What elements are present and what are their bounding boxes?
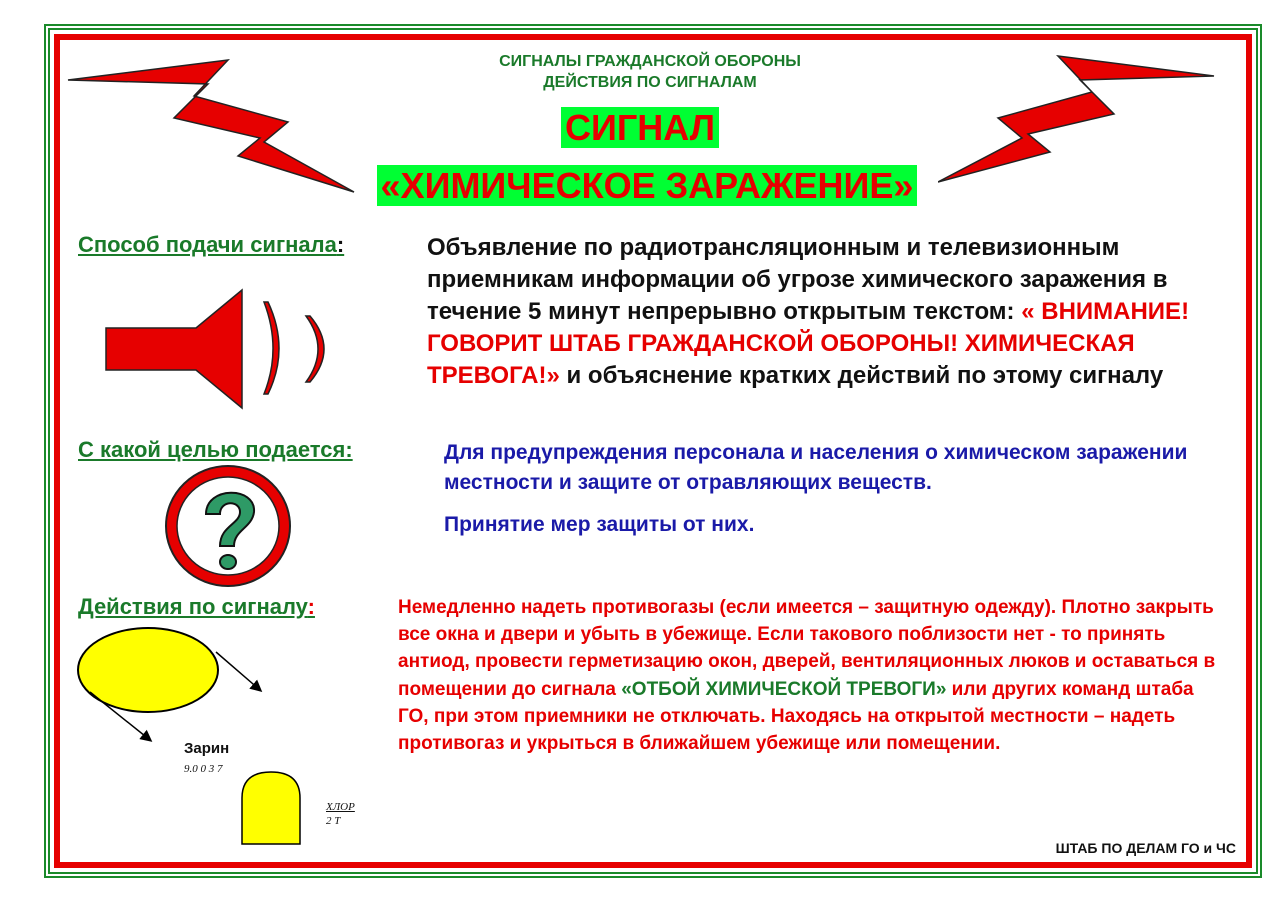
signal-name-row — [0, 164, 1280, 208]
header-line-1: СИГНАЛЫ ГРАЖДАНСКОЙ ОБОРОНЫ — [499, 53, 801, 70]
actions-text: Немедленно надеть противогазы (если имеется – защитную одежду). Плотно закрыть все окна и двери и убыть в убежище. Если такового поблизости нет - то принять антиод, провести герметизацию окон, дверей, вентиляционных люков и оставаться в помещении до сигнала «ОТБОЙ ХИМИЧЕСКОЙ ТРЕВОГИ» или других команд штаба ГО, при этом приемники не отключать. Находясь на открытой местности – надеть противогаз и укрыться в ближайшем убежище или помещении. — [398, 597, 1216, 755]
loudspeaker-icon — [104, 288, 334, 410]
signal-name: «ХИМИЧЕСКОЕ ЗАРАЖЕНИЕ» — [377, 165, 918, 206]
actions-label: Действия по сигналу: — [78, 594, 315, 619]
purpose-measures: Принятие мер защиты от них. — [444, 513, 755, 536]
footer-org: ШТАБ ПО ДЕЛАМ ГО и ЧС — [1055, 840, 1236, 856]
purpose-label: С какой целью подается: — [78, 437, 353, 462]
signal-word-row — [0, 106, 1280, 150]
method-label: Способ подачи сигнала: — [78, 232, 345, 257]
question-mark-icon — [162, 462, 296, 592]
purpose-text: Для предупреждения персонала и населения о химическом заражении местности и защите от отравляющих веществ. — [444, 441, 1188, 494]
method-quote: « ВНИМАНИЕ! ГОВОРИТ ШТАБ ГРАЖДАНСКОЙ ОБОРОНЫ! ХИМИЧЕСКАЯ ТРЕВОГА!» — [427, 298, 1190, 389]
chlor-code: 2 Т — [326, 815, 341, 827]
chlor-label: ХЛОР — [326, 801, 355, 813]
chemical-cloud-illustration — [70, 622, 370, 852]
signal-word: СИГНАЛ — [561, 107, 719, 148]
sarin-label: Зарин — [184, 740, 230, 757]
method-text: Объявление по радиотрансляционным и телевизионным приемникам информации об угрозе химического заражения в течение 5 минут непрерывно открытым текстом: « ВНИМАНИЕ! ГОВОРИТ ШТАБ ГРАЖДАНСКОЙ ОБОРОНЫ! ХИМИЧЕСКАЯ ТРЕВОГА!» и объяснение кратких действий по этому сигналу — [427, 234, 1190, 389]
cancel-signal-name: «ОТБОЙ ХИМИЧЕСКОЙ ТРЕВОГИ» — [621, 678, 947, 700]
header-line-2: ДЕЙСТВИЯ ПО СИГНАЛАМ — [543, 74, 757, 91]
sarin-code: 9.0 0 3 7 — [184, 763, 223, 775]
